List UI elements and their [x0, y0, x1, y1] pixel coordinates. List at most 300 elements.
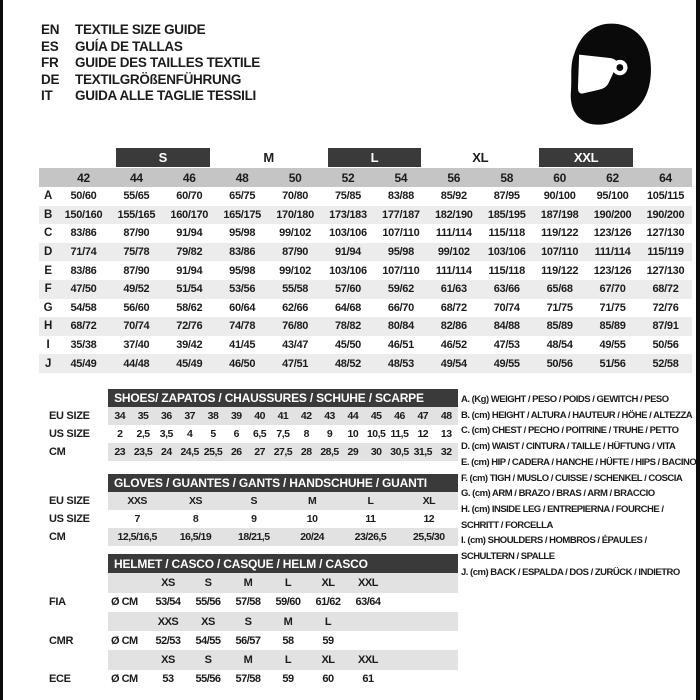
- measure-cell: 78/82: [322, 317, 375, 336]
- measure-cell: 190/200: [586, 206, 639, 225]
- measure-cell: 55/65: [123, 190, 150, 203]
- measure-cell: 70/80: [282, 190, 309, 203]
- measure-cell: 115/118: [488, 264, 525, 277]
- measure-cell: 182/190: [427, 206, 480, 225]
- shoe-size-cell: 3,5: [159, 428, 173, 440]
- size-number-cell: 46: [163, 168, 216, 187]
- measure-row-e: [39, 261, 692, 280]
- cmr-sizes-row: [41, 612, 458, 631]
- shoes-size-table: [41, 389, 458, 461]
- measure-cell: 46/52: [440, 339, 467, 352]
- shoe-size-cell: 48: [434, 407, 458, 425]
- measure-cell: 99/102: [279, 227, 311, 240]
- measure-cell: 185/195: [480, 206, 533, 225]
- row-letter: J: [39, 354, 57, 373]
- measure-cell: 66/70: [387, 301, 414, 314]
- measure-cell: 35/38: [70, 339, 97, 352]
- shoes-title: SHOES/ ZAPATOS / CHAUSSURES / SCHUHE / SCARPE: [108, 389, 458, 407]
- measure-cell: 91/94: [176, 227, 203, 240]
- measure-cell: 61/63: [427, 280, 480, 299]
- legend-item: H. (cm) INSIDE LEG / ENTREPIERNA / FOURCHE / SCHRITT / FORCELLA: [461, 503, 664, 531]
- measure-cell: 85/89: [586, 317, 639, 336]
- row-letter: I: [46, 339, 50, 352]
- measure-row-d: [39, 243, 692, 262]
- measure-row-g: [39, 299, 692, 318]
- measure-cell: 74/78: [216, 317, 269, 336]
- measure-cell: 71/74: [57, 243, 110, 262]
- measure-cell: 85/89: [533, 317, 586, 336]
- measure-cell: 111/114: [586, 243, 639, 262]
- shoe-size-cell: 13: [440, 428, 452, 440]
- measure-cell: 67/70: [586, 280, 639, 299]
- legend-item: A. (Kg) WEIGHT / PESO / POIDS / GEWITCH / PESO: [461, 394, 669, 405]
- shoe-size-cell: 23: [108, 443, 131, 461]
- helmet-size-cell: S: [188, 573, 228, 592]
- shoe-size-cell: 26: [225, 443, 248, 461]
- glove-size-cell: L: [341, 492, 399, 510]
- measure-cell: 43/47: [282, 339, 309, 352]
- size-number-cell: 52: [322, 168, 375, 187]
- shoe-size-cell: 5: [210, 428, 216, 440]
- helmet-size-cell: L: [268, 650, 308, 669]
- glove-size-cell: 11: [365, 513, 376, 525]
- measurement-legend: [461, 392, 697, 580]
- helmet-value-cell: 52/53: [155, 634, 181, 647]
- measure-cell: 119/122: [541, 227, 579, 240]
- helmet-size-cell: [388, 650, 458, 669]
- helmet-value-cell: [388, 593, 458, 612]
- shoe-size-cell: 40: [248, 407, 271, 425]
- fia-values-row: [41, 593, 458, 612]
- row-label: EU SIZE: [49, 495, 90, 507]
- measure-cell: 83/86: [216, 243, 269, 262]
- measure-cell: 75/78: [110, 243, 163, 262]
- row-letter: A: [43, 190, 52, 203]
- measure-cell: 71/75: [599, 301, 626, 314]
- shoe-size-cell: 10: [347, 428, 359, 440]
- measure-cell: 48/53: [374, 354, 427, 373]
- measure-cell: 68/72: [440, 301, 467, 314]
- measure-cell: 83/86: [70, 227, 97, 240]
- helmet-value-cell: 61: [362, 673, 374, 686]
- gloves-eu-row: [41, 492, 458, 510]
- measure-cell: 50/56: [533, 354, 586, 373]
- shoe-size-cell: 29: [341, 443, 364, 461]
- size-group-l: L: [328, 148, 422, 167]
- measure-cell: 41/45: [229, 339, 256, 352]
- measure-cell: 87/90: [123, 264, 150, 277]
- shoes-eu-row: [41, 407, 458, 425]
- measure-cell: 91/94: [176, 264, 203, 277]
- helmet-size-cell: M: [228, 573, 268, 592]
- measure-cell: 75/85: [334, 190, 361, 203]
- shoe-size-cell: 45: [365, 407, 388, 425]
- row-label: CM: [49, 531, 66, 543]
- legend-item: G. (cm) ARM / BRAZO / BRAS / ARM / BRACCIO: [461, 488, 655, 500]
- measure-cell: 52/58: [639, 354, 692, 373]
- measure-cell: 45/50: [334, 339, 361, 352]
- measure-cell: 55/58: [269, 280, 322, 299]
- measure-cell: 65/75: [229, 190, 256, 203]
- size-group-xxl: XXL: [539, 148, 633, 167]
- helmet-size-table: [41, 554, 458, 689]
- row-letter: C: [43, 227, 52, 240]
- size-number-cell: 44: [110, 168, 163, 187]
- shoe-size-cell: 27: [248, 443, 271, 461]
- size-number-cell: 60: [533, 168, 586, 187]
- row-label: CM: [49, 446, 66, 458]
- measure-cell: 48/54: [546, 339, 573, 352]
- language-row: [41, 72, 260, 89]
- shoe-size-cell: 34: [108, 407, 131, 425]
- shoe-size-cell: 2: [117, 428, 123, 440]
- measure-cell: 95/98: [229, 227, 256, 240]
- size-number-cell: 56: [427, 168, 480, 187]
- language-list: [41, 22, 260, 105]
- glove-size-cell: 18/21,5: [225, 528, 283, 546]
- helmet-size-cell: [348, 612, 388, 631]
- measure-cell: 72/76: [163, 317, 216, 336]
- size-number-cell: 54: [374, 168, 427, 187]
- measure-cell: 95/98: [229, 264, 256, 277]
- shoe-size-cell: 36: [155, 407, 178, 425]
- shoe-size-cell: 44: [341, 407, 364, 425]
- measure-row-a: [39, 187, 692, 206]
- size-group-s: S: [116, 148, 210, 167]
- measure-cell: 123/126: [593, 264, 632, 277]
- shoe-size-cell: 42: [295, 407, 318, 425]
- legend-item: B. (cm) HEIGHT / ALTURA / HAUTEUR / HÖHE / ALTEZZA: [461, 409, 693, 421]
- standard-label: CMR: [49, 634, 74, 647]
- measure-cell: 58/62: [176, 301, 203, 314]
- measure-cell: 70/74: [493, 301, 520, 314]
- language-code: DE: [41, 71, 60, 87]
- size-number-cell: 64: [639, 168, 692, 187]
- glove-size-cell: 20/24: [283, 528, 341, 546]
- row-label: US SIZE: [49, 513, 90, 525]
- gloves-cm-row: [41, 528, 458, 546]
- legend-item: I. (cm) SHOULDERS / HOMBROS / ÉPAULES / SCHULTERN / SPALLE: [461, 535, 647, 563]
- language-title: GUIDA ALLE TAGLIE TESSILI: [75, 88, 256, 104]
- shoe-size-cell: 11,5: [390, 428, 409, 440]
- size-number-row: [39, 168, 692, 187]
- measure-cell: 173/183: [322, 206, 375, 225]
- shoe-size-cell: 24: [155, 443, 178, 461]
- helmet-icon: [552, 18, 670, 136]
- measure-row-j: [39, 354, 692, 373]
- glove-size-cell: XXS: [108, 492, 166, 510]
- helmet-size-cell: XXL: [348, 573, 388, 592]
- shoe-size-cell: 7,5: [276, 428, 290, 440]
- shoe-size-cell: 31,5: [411, 443, 434, 461]
- glove-size-cell: 8: [192, 513, 199, 525]
- size-number-cell: 50: [269, 168, 322, 187]
- gloves-title: GLOVES / GUANTES / GANTS / HANDSCHUHE / GUANTI: [108, 474, 458, 492]
- measure-cell: 99/102: [279, 264, 311, 277]
- helmet-value-cell: 63/64: [355, 596, 381, 609]
- size-number-cell: 58: [480, 168, 533, 187]
- shoe-size-cell: 37: [178, 407, 201, 425]
- size-number-cell: 62: [586, 168, 639, 187]
- glove-size-cell: XS: [166, 492, 224, 510]
- measure-row-c: [39, 224, 692, 243]
- measure-cell: 64/68: [334, 301, 361, 314]
- shoe-size-cell: 43: [318, 407, 341, 425]
- helmet-value-cell: 53: [162, 673, 174, 686]
- measure-cell: 49/55: [599, 339, 626, 352]
- measure-cell: 68/72: [639, 280, 692, 299]
- helmet-value-cell: 60: [322, 673, 334, 686]
- glove-size-cell: S: [225, 492, 283, 510]
- measure-cell: 62/66: [282, 301, 309, 314]
- helmet-title: HELMET / CASCO / CASQUE / HELM / CASCO: [108, 554, 458, 573]
- ece-sizes-row: [41, 650, 458, 669]
- measure-cell: 165/175: [216, 206, 269, 225]
- measure-cell: 46/50: [216, 354, 269, 373]
- helmet-value-cell: 55/56: [195, 673, 221, 686]
- glove-size-cell: 7: [134, 513, 140, 525]
- measure-cell: 187/198: [533, 206, 586, 225]
- row-label: EU SIZE: [49, 410, 90, 422]
- measure-cell: 83/88: [387, 190, 414, 203]
- language-row: [41, 39, 260, 56]
- measure-cell: 45/49: [57, 354, 110, 373]
- row-letter: E: [44, 264, 52, 277]
- measure-cell: 150/160: [57, 206, 110, 225]
- measure-cell: 123/126: [593, 227, 632, 240]
- textile-size-table: [39, 146, 692, 373]
- helmet-value-cell: 54/55: [195, 634, 221, 647]
- measure-cell: 79/82: [163, 243, 216, 262]
- measure-cell: 57/60: [322, 280, 375, 299]
- shoe-size-cell: 8: [303, 428, 309, 440]
- standard-label: FIA: [49, 596, 66, 609]
- measure-cell: 47/50: [57, 280, 110, 299]
- measure-cell: 115/118: [488, 227, 525, 240]
- measure-cell: 103/106: [329, 264, 367, 277]
- diameter-unit: Ø CM: [111, 634, 138, 647]
- measure-cell: 53/56: [216, 280, 269, 299]
- measure-cell: 46/51: [387, 339, 414, 352]
- language-title: GUÍA DE TALLAS: [75, 38, 183, 54]
- measure-cell: 91/94: [322, 243, 375, 262]
- legend-item: J. (cm) BACK / ESPALDA / DOS / ZURÜCK / INDIETRO: [461, 566, 680, 578]
- measure-cell: 111/114: [435, 227, 472, 240]
- glove-size-cell: 25,5/30: [400, 528, 458, 546]
- measure-cell: 44/48: [110, 354, 163, 373]
- measure-cell: 87/91: [639, 317, 692, 336]
- helmet-value-cell: 53/54: [155, 596, 181, 609]
- measure-row-b: [39, 206, 692, 225]
- measure-cell: 155/165: [110, 206, 163, 225]
- shoe-size-cell: 25,5: [201, 443, 224, 461]
- measure-cell: 50/60: [70, 190, 97, 203]
- language-title: GUIDE DES TAILLES TEXTILE: [75, 55, 261, 71]
- measure-cell: 72/76: [652, 301, 679, 314]
- measure-cell: 87/95: [493, 190, 520, 203]
- measure-cell: 160/170: [163, 206, 216, 225]
- language-code: EN: [41, 22, 60, 37]
- helmet-size-cell: L: [268, 573, 308, 592]
- glove-size-cell: 10: [306, 513, 318, 525]
- helmet-value-cell: [388, 631, 458, 650]
- measure-cell: 71/75: [546, 301, 573, 314]
- shoe-size-cell: 2,5: [136, 428, 150, 440]
- shoes-us-row: [41, 425, 458, 443]
- shoes-cm-row: [41, 443, 458, 461]
- measure-cell: 39/42: [176, 339, 203, 352]
- measure-cell: 45/49: [163, 354, 216, 373]
- gloves-header-row: [41, 474, 458, 492]
- language-code: ES: [41, 38, 59, 54]
- measure-cell: 60/64: [229, 301, 256, 314]
- helmet-value-cell: 59: [322, 634, 334, 647]
- glove-size-cell: 9: [251, 513, 257, 525]
- row-letter: G: [43, 301, 53, 314]
- measure-cell: 82/86: [427, 317, 480, 336]
- size-group-m: M: [263, 149, 274, 165]
- diameter-unit: Ø CM: [111, 673, 138, 686]
- shoe-size-cell: 6,5: [253, 428, 267, 440]
- measure-cell: 119/122: [541, 264, 579, 277]
- shoe-size-cell: 30,5: [388, 443, 411, 461]
- helmet-size-cell: XL: [308, 650, 348, 669]
- measure-cell: 103/106: [329, 227, 367, 240]
- helmet-value-cell: 55/56: [195, 596, 221, 609]
- helmet-size-cell: M: [228, 650, 268, 669]
- helmet-value-cell: [388, 670, 458, 689]
- language-title: TEXTILGRÖßENFÜHRUNG: [75, 71, 242, 87]
- measure-cell: 177/187: [374, 206, 427, 225]
- shoe-size-cell: 28: [295, 443, 318, 461]
- measure-row-h: [39, 317, 692, 336]
- shoe-size-cell: 10,5: [366, 428, 386, 440]
- measure-cell: 83/86: [70, 264, 97, 277]
- row-letter: D: [39, 243, 57, 262]
- measure-cell: 170/180: [269, 206, 322, 225]
- helmet-size-cell: [388, 573, 458, 592]
- measure-cell: 51/54: [163, 280, 216, 299]
- helmet-size-cell: XS: [188, 612, 228, 631]
- language-code: IT: [41, 88, 53, 104]
- measure-cell: 85/92: [440, 190, 467, 203]
- measure-cell: 63/66: [480, 280, 533, 299]
- standard-label: ECE: [49, 673, 71, 686]
- measure-cell: 87/90: [269, 243, 322, 262]
- measure-cell: 47/51: [269, 354, 322, 373]
- shoe-size-cell: 46: [388, 407, 411, 425]
- size-number-cell: 42: [57, 168, 110, 187]
- measure-row-i: [39, 336, 692, 355]
- measure-row-f: [39, 280, 692, 299]
- measure-cell: 127/130: [646, 227, 685, 240]
- measure-cell: 115/119: [639, 243, 692, 262]
- measure-cell: 47/53: [493, 339, 520, 352]
- measure-cell: 70/74: [110, 317, 163, 336]
- language-row: [41, 88, 260, 105]
- shoe-size-cell: 41: [271, 407, 294, 425]
- helmet-value-cell: 57/58: [235, 673, 261, 686]
- legend-item: D. (cm) WAIST / CINTURA / TAILLE / HÜFTUNG / VITA: [461, 441, 676, 453]
- glove-size-cell: 23/26,5: [341, 528, 399, 546]
- measure-cell: 99/102: [427, 243, 480, 262]
- measure-cell: 49/55: [480, 354, 533, 373]
- measure-cell: 95/100: [596, 190, 629, 203]
- gloves-us-row: [41, 510, 458, 528]
- glove-size-cell: 12: [423, 513, 435, 525]
- measure-cell: 107/110: [533, 243, 586, 262]
- shoe-size-cell: 4: [187, 428, 193, 440]
- helmet-size-cell: XXS: [148, 612, 188, 631]
- measure-cell: 56/60: [123, 301, 150, 314]
- shoe-size-cell: 23,5: [131, 443, 154, 461]
- measure-cell: 65/68: [533, 280, 586, 299]
- cmr-values-row: [41, 631, 458, 650]
- legend-item: F. (cm) TIGH / MUSLO / CUISSE / SCHENKEL / COSCIA: [461, 472, 683, 484]
- shoe-size-cell: 24,5: [178, 443, 201, 461]
- shoe-size-cell: 35: [131, 407, 154, 425]
- helmet-size-cell: M: [268, 612, 308, 631]
- shoe-size-cell: 27,5: [271, 443, 294, 461]
- shoe-size-cell: 30: [365, 443, 388, 461]
- measure-cell: 80/84: [374, 317, 427, 336]
- gloves-size-table: [41, 474, 458, 546]
- measure-cell: 51/56: [586, 354, 639, 373]
- measure-cell: 127/130: [646, 264, 685, 277]
- shoe-size-cell: 28,5: [318, 443, 341, 461]
- row-letter: H: [39, 317, 57, 336]
- legend-item: C. (cm) CHEST / PECHO / POITRINE / TRUHE / PETTO: [461, 425, 679, 437]
- measure-cell: 49/52: [110, 280, 163, 299]
- glove-size-cell: XL: [400, 492, 458, 510]
- row-letter: F: [39, 280, 57, 299]
- helmet-value-cell: 59: [282, 673, 294, 686]
- measure-cell: 76/80: [269, 317, 322, 336]
- row-letter: B: [39, 206, 57, 225]
- glove-size-cell: 12,5/16,5: [108, 528, 166, 546]
- helmet-size-cell: S: [188, 650, 228, 669]
- measure-cell: 90/100: [543, 190, 576, 203]
- ece-values-row: [41, 670, 458, 689]
- shoe-size-cell: 6: [233, 428, 239, 440]
- helmet-value-cell: 59/60: [275, 596, 301, 609]
- shoe-size-cell: 32: [434, 443, 458, 461]
- measure-cell: 48/52: [322, 354, 375, 373]
- row-label: US SIZE: [49, 428, 90, 440]
- shoe-size-cell: 47: [411, 407, 434, 425]
- glove-size-cell: M: [283, 492, 341, 510]
- helmet-size-cell: XXL: [348, 650, 388, 669]
- measure-cell: 95/98: [374, 243, 427, 262]
- helmet-value-cell: 61/62: [315, 596, 341, 609]
- measure-cell: 60/70: [176, 190, 203, 203]
- measure-cell: 50/56: [652, 339, 679, 352]
- measure-cell: 105/115: [646, 190, 685, 203]
- helmet-header-row: [41, 554, 458, 573]
- helmet-size-cell: L: [308, 612, 348, 631]
- measure-cell: 49/54: [427, 354, 480, 373]
- measure-cell: 87/90: [123, 227, 150, 240]
- helmet-size-cell: S: [228, 612, 268, 631]
- measure-cell: 111/114: [435, 264, 472, 277]
- measure-cell: 37/40: [123, 339, 150, 352]
- helmet-value-cell: [348, 631, 388, 650]
- language-title: TEXTILE SIZE GUIDE: [75, 22, 206, 37]
- helmet-size-cell: [388, 612, 458, 631]
- language-code: FR: [41, 55, 59, 71]
- size-number-cell: 48: [216, 168, 269, 187]
- measure-cell: 190/200: [639, 206, 692, 225]
